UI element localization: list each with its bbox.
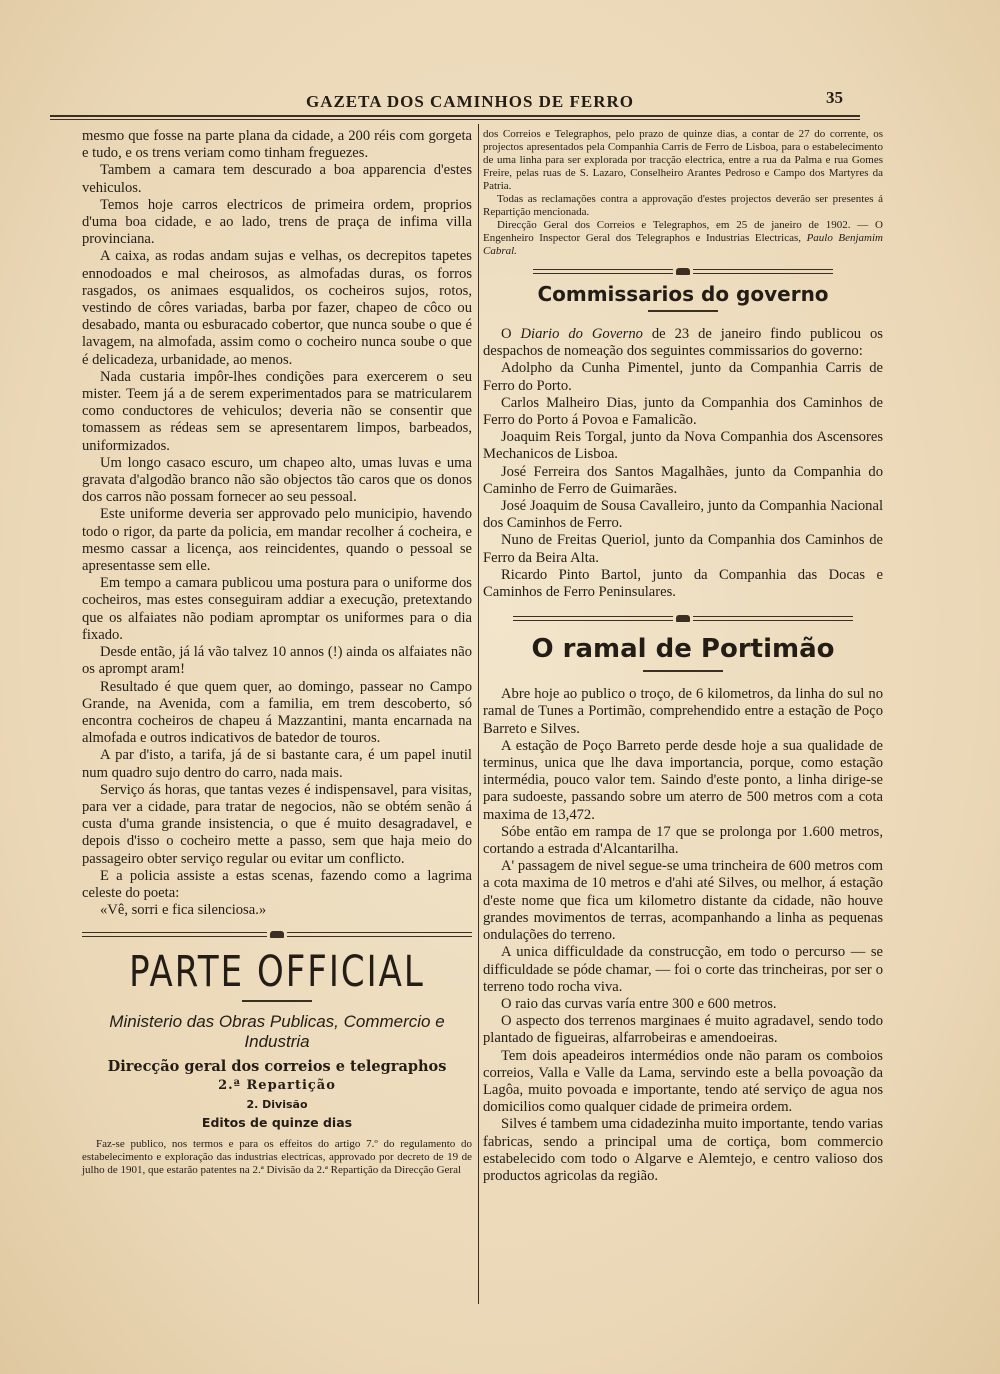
ramal-paragraph: A' passagem de nivel segue-se uma trincheira de 600 metros com a cota maxima de 10 metros e d'ahi até Silves, ou melhor, á estação d'este nome que fica um kilometro distante da cidade, não houve grandes movimentos de terras, acompanhando a linha as pequenas ondulações do terreno. — [483, 858, 883, 944]
header-rule-thin — [50, 119, 860, 120]
article-paragraph: Em tempo a camara publicou uma postura para o uniforme dos cocheiros, mas estes conseguiram addiar a execução, pretextando que os alfaiates não podiam apromptar os uniformes para o dia fixado. — [82, 575, 472, 643]
intro-prefix: O — [501, 326, 521, 342]
notice-continuation — [483, 128, 883, 258]
official-notice-text: Faz-se publico, nos termos e para os effeitos do artigo 7.º do regulamento do estabelecimento e exploração das industrias electricas, approvado por decreto de 19 de julho de 1901, que estarão patentes na 2.ª Divisão da 2.ª Repartição da Direcção Geral — [82, 1138, 472, 1177]
ramal-paragraph: O raio das curvas varía entre 300 e 600 metros. — [501, 995, 777, 1012]
ministerio-heading: Ministerio das Obras Publicas, Commercio e Industria — [109, 1012, 445, 1052]
commissario-item: José Ferreira dos Santos Magalhães, junto da Companhia do Caminho de Ferro de Guimarães. — [483, 463, 883, 497]
commissarios-article — [483, 326, 883, 601]
notice-paragraph: dos Correios e Telegraphos, pelo prazo de quinze dias, a contar de 27 do corrente, os projectos apresentados pela Companhia Carris de Ferro de Lisboa, para o estabelecimento de uma linha para ser explorada por tracção electrica, entre a rua da Palma e rua Gomes Freire, pelas ruas de S. Lazaro, Conselheiro Arantes Pedroso e Campo dos Martyres da Patria. — [483, 128, 883, 192]
article-paragraph: mesmo que fosse na parte plana da cidade, a 200 réis com gorgeta e tudo, e os trens veriam como tinham freguezes. — [82, 128, 472, 162]
article-paragraph: A par d'isto, a tarifa, já de si bastante cara, é um papel inutil num quadro sujo dentro do carro, nada mais. — [82, 747, 472, 781]
notice-paragraph: Todas as reclamações contra a approvação d'estes projectos deverão ser presentes á Repartição mencionada. — [483, 193, 883, 218]
ramal-paragraph: Silves é tambem uma cidadezinha muito importante, tendo varias fabricas, sendo a principal uma de cortiça, bom commercio estabelecido com todo o Algarve e Alemtejo, e centro valioso dos productos agricolas da região. — [483, 1116, 883, 1184]
ramal-paragraph: Sóbe então em rampa de 17 que se prolonga por 1.600 metros, cortando a estrada d'Alcantarilha. — [483, 823, 883, 858]
direccao-heading: Direcção geral dos correios e telegraphos — [107, 1058, 447, 1076]
article-paragraph: Serviço ás horas, que tantas vezes é indispensavel, para visitas, para ver a cidade, para tratar de negocios, não se obtém senão á custa d'uma grande insistencia, o que é muito desagradavel, e depois d'isso o cocheiro mette a passo, sem que haja meio do passageiro obter serviço regular ou evitar um conflicto. — [82, 781, 472, 867]
commissario-item: Joaquim Reis Torgal, junto da Nova Companhia dos Ascensores Mechanicos de Lisboa. — [483, 429, 883, 463]
article-paragraph: Um longo casaco escuro, um chapeo alto, umas luvas e uma gravata d'algodão branco não são objectos tão caros que os donos dos carros não possam fornecer ao seu pessoal. — [82, 454, 472, 506]
column-divider — [478, 124, 479, 1304]
right-column — [483, 128, 883, 1185]
section-ornament — [82, 931, 472, 938]
commissario-item: Carlos Malheiro Dias, junto da Companhia dos Caminhos de Ferro do Porto á Povoa e Famalicão. — [483, 394, 883, 429]
notice-paragraph — [483, 219, 883, 258]
commissarios-intro — [483, 326, 883, 360]
article-paragraph: Nada custaria impôr-lhes condições para exercerem o seu mister. Teem já a de serem experimentados para se matricularem como conductores de vehiculos; deveria não se consentir que tomassem as rédeas sem se apresentarem limpos, barbeados, uniformizados. — [82, 368, 472, 454]
left-column — [82, 128, 472, 1177]
page-number: 35 — [826, 88, 843, 107]
article-paragraph: Tambem a camara tem descurado a boa apparencia d'estes vehiculos. — [82, 162, 472, 196]
journal-title: GAZETA DOS CAMINHOS DE FERRO — [305, 92, 635, 111]
short-rule — [242, 1000, 312, 1002]
commissario-item: José Joaquim de Sousa Cavalleiro, junto da Companhia Nacional dos Caminhos de Ferro. — [483, 498, 883, 532]
header-rule — [50, 115, 860, 117]
commissario-item: Ricardo Pinto Bartol, junto da Companhia das Docas e Caminhos de Ferro Peninsulares. — [483, 566, 883, 601]
quote-line: «Vê, sorri e fica silenciosa.» — [100, 902, 267, 919]
article-paragraph: E a policia assiste a estas scenas, fazendo como a lagrima celeste do poeta: — [82, 867, 472, 901]
cocheiros-article — [82, 128, 472, 919]
parte-official-title: PARTE OFFICIAL — [129, 947, 425, 998]
ramal-paragraph: A unica difficuldade da construcção, em todo o percurso — se difficuldade se póde chamar, — foi o corte das trincheiras, por ser o terreno todo rocha viva. — [483, 944, 883, 995]
editos-heading: Editos de quinze dias — [201, 1115, 353, 1131]
section-ornament — [483, 615, 883, 622]
section-ornament — [483, 268, 883, 275]
article-paragraph: Resultado é que quem quer, ao domingo, passear no Campo Grande, na Avenida, com a familia, em trem descoberto, só encontra cocheiros de chapeu á Mazzantini, manta encarnada na almofada e outros indicativos de batedor de touros. — [82, 678, 472, 747]
ramal-paragraph: Tem dois apeadeiros intermédios onde não param os comboios correios, Valla e Valle da Lama, servindo este a bella povoação da Lagôa, muito povoada e importante, tendo até serviço de agua nos domicilios como qualquer cidade de primeira ordem. — [483, 1047, 883, 1116]
article-paragraph: A caixa, as rodas andam sujas e velhas, os decrepitos tapetes ennodoados e mal cheirosos, as almofadas duras, os forros rasgados, os animaes esqualidos, os cocheiros sujos, rotos, vestindo de côres variadas, barba por fazer, chapeo de côco ou desabado, manta ou esburacado cobertor, que nunca soube o que é lavagem, na almofada, assim como o cocheiro nunca soube o que é delicadeza, urbanidade, ao menos. — [82, 248, 472, 368]
ramal-article — [483, 686, 883, 1185]
official-notice — [82, 1138, 472, 1177]
article-paragraph: Este uniforme deveria ser approvado pelo municipio, havendo todo o rigor, da parte da policia, em mandar recolher á cocheira, e mesmo cassar a licença, aos reincidentes, quando o pessoal se apresentasse sem elle. — [82, 506, 472, 575]
ramal-title: O ramal de Portimão — [531, 634, 835, 665]
diario-title: Diario do Governo — [520, 326, 643, 342]
short-rule — [648, 310, 718, 312]
commissario-item: Nuno de Freitas Queriol, junto da Companhia dos Caminhos de Ferro da Beira Alta. — [483, 532, 883, 566]
signature: Paulo Benjamim Cabral. — [483, 232, 883, 257]
divisao-heading: 2. Divisão — [246, 1098, 308, 1112]
intro-text: de 23 de janeiro findo publicou os despachos de nomeação dos seguintes commissarios do governo: — [483, 326, 883, 360]
ramal-paragraph: O aspecto dos terrenos marginaes é muito agradavel, sendo todo plantado de figueiras, alfarrobeiras e amendoeiras. — [483, 1013, 883, 1047]
commissarios-title: Commissarios do governo — [537, 282, 829, 306]
ramal-paragraph: A estação de Poço Barreto perde desde hoje a sua qualidade de terminus, unica que lhe dava importancia, porque, como estação intermédia, pouco valor tem. Saindo d'este ponto, a linha dirige-se para sudoeste, passando sobre um aterro de 500 metros com a cota maxima de 13,472. — [483, 737, 883, 823]
reparticao-heading: 2.ª Repartição — [218, 1078, 336, 1094]
notice-closing: Direcção Geral dos Correios e Telegraphos, em 25 de janeiro de 1902. — O Engenheiro Inspector Geral dos Telegraphos e Industrias Electricas, — [483, 219, 883, 244]
article-paragraph: Desde então, já lá vão talvez 10 annos (!) ainda os alfaiates não os aprompt aram! — [82, 644, 472, 678]
commissario-item: Adolpho da Cunha Pimentel, junto da Companhia Carris de Ferro do Porto. — [483, 360, 883, 394]
article-paragraph: Temos hoje carros electricos de primeira ordem, proprios d'uma boa cidade, e ao lado, trens de praça de infima villa provinciana. — [82, 196, 472, 248]
short-rule — [643, 670, 723, 672]
ramal-paragraph: Abre hoje ao publico o troço, de 6 kilometros, da linha do sul no ramal de Tunes a Portimão, comprehendido entre a estação de Poço Barreto e Silves. — [483, 686, 883, 737]
